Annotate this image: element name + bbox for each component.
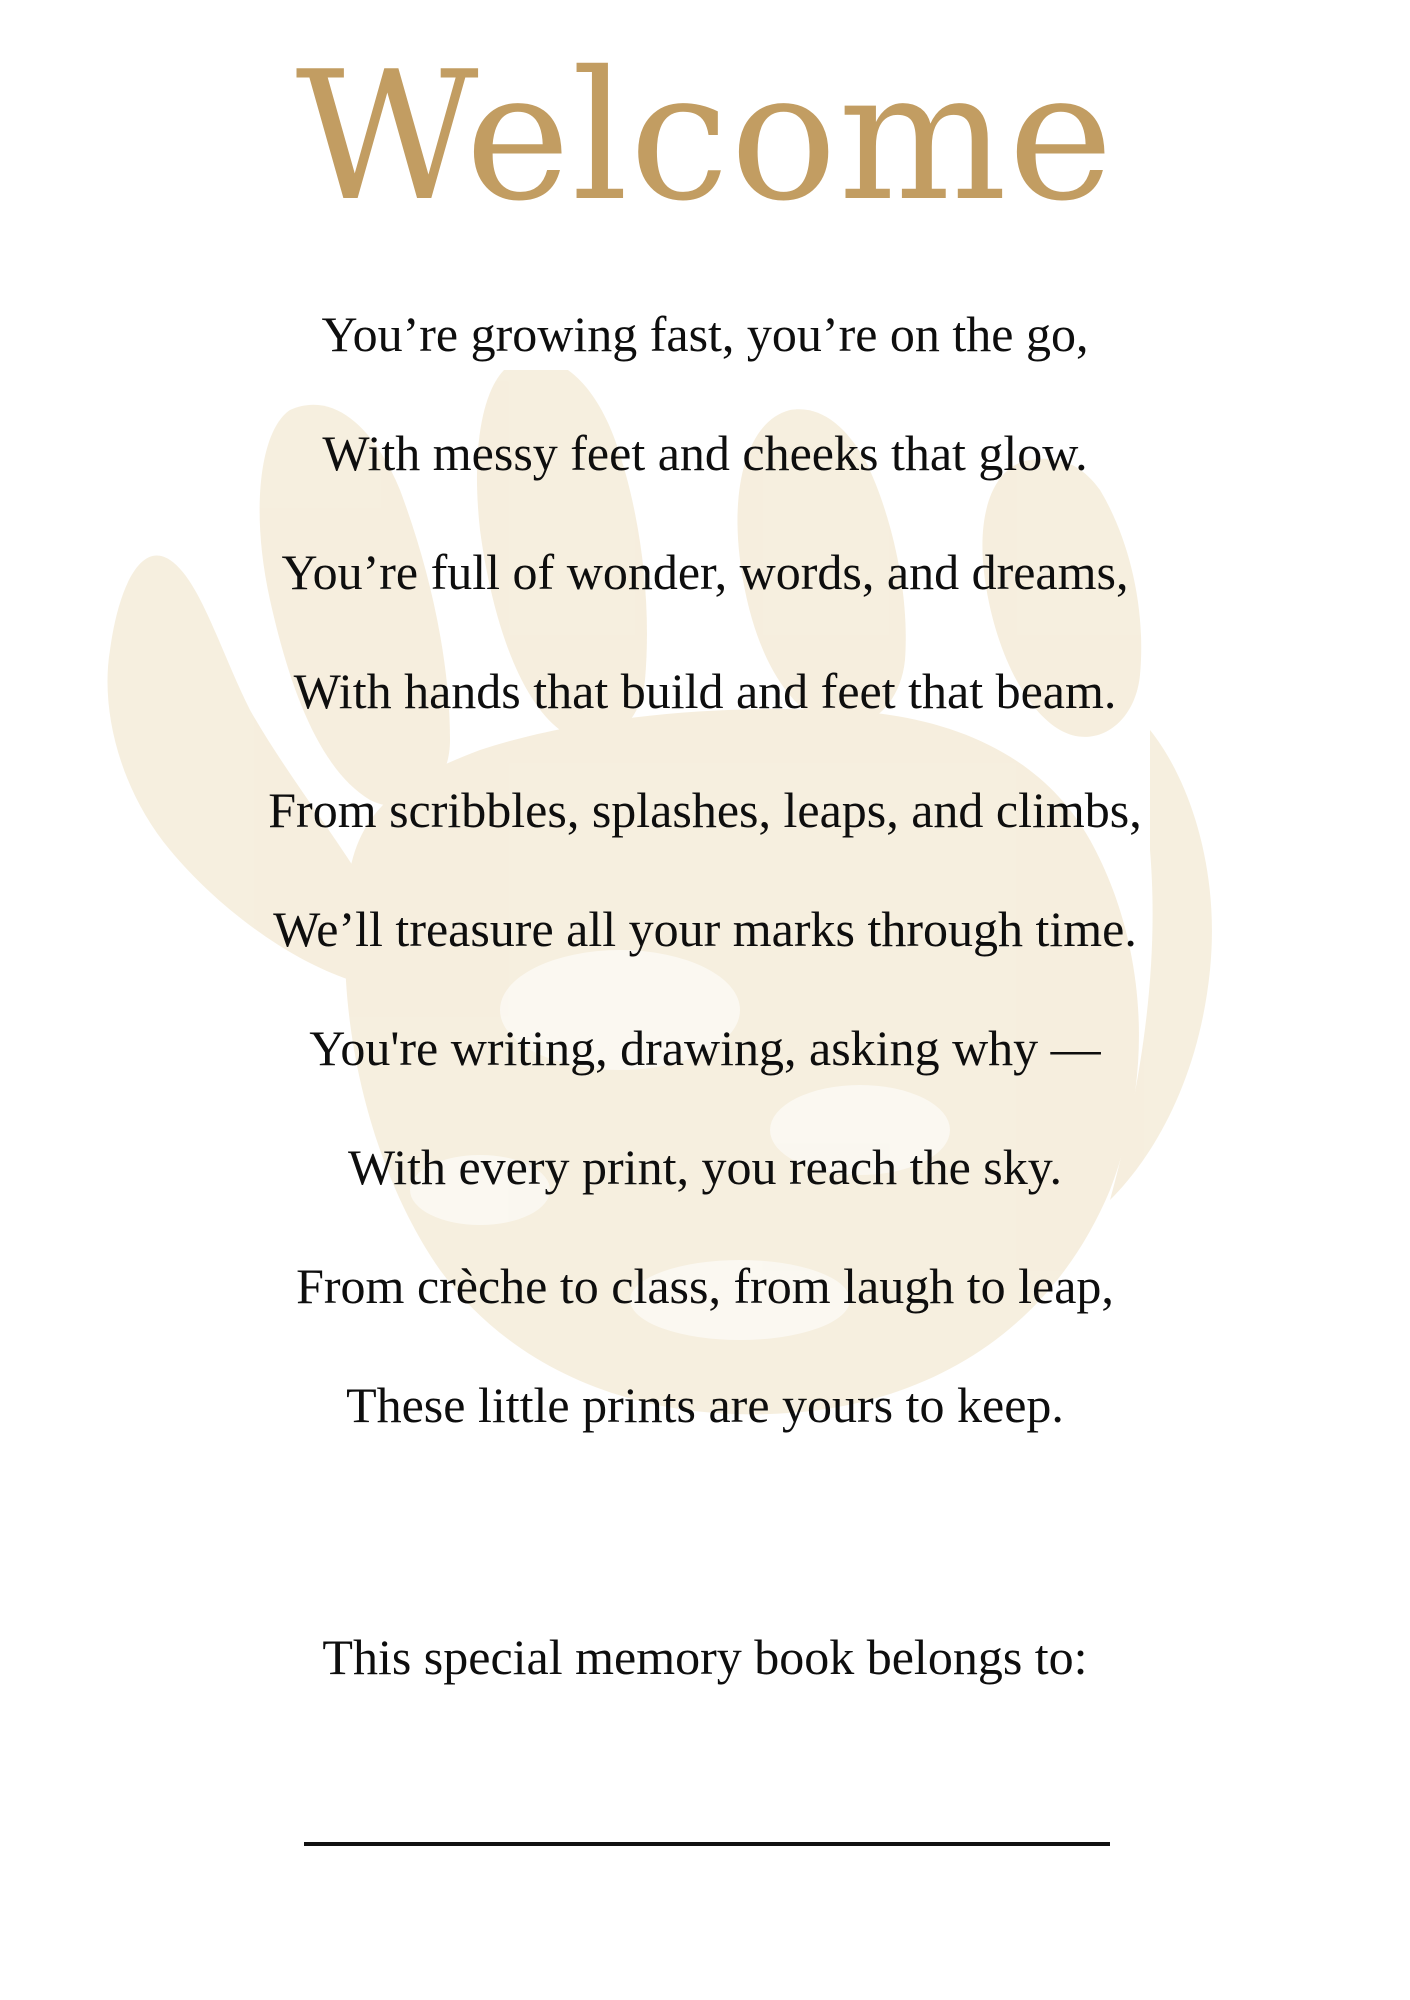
poem-line: With messy feet and cheeks that glow.	[322, 425, 1088, 481]
poem-line: We’ll treasure all your marks through time.	[273, 901, 1137, 957]
page-title: Welcome	[295, 33, 1115, 240]
poem-line: You’re full of wonder, words, and dreams,	[281, 544, 1129, 600]
poem-line: You’re growing fast, you’re on the go,	[321, 306, 1089, 362]
poem	[0, 292, 1410, 1482]
poem-line: You're writing, drawing, asking why —	[309, 1020, 1101, 1076]
name-write-in-line	[304, 1842, 1110, 1846]
poem-line: From crèche to class, from laugh to leap,	[296, 1258, 1114, 1314]
poem-line: From scribbles, splashes, leaps, and climbs,	[268, 782, 1142, 838]
poem-line: With hands that build and feet that beam.	[293, 663, 1117, 719]
belongs-to-label: This special memory book belongs to:	[322, 1629, 1088, 1685]
poem-line: These little prints are yours to keep.	[346, 1377, 1064, 1433]
poem-line: With every print, you reach the sky.	[348, 1139, 1062, 1195]
